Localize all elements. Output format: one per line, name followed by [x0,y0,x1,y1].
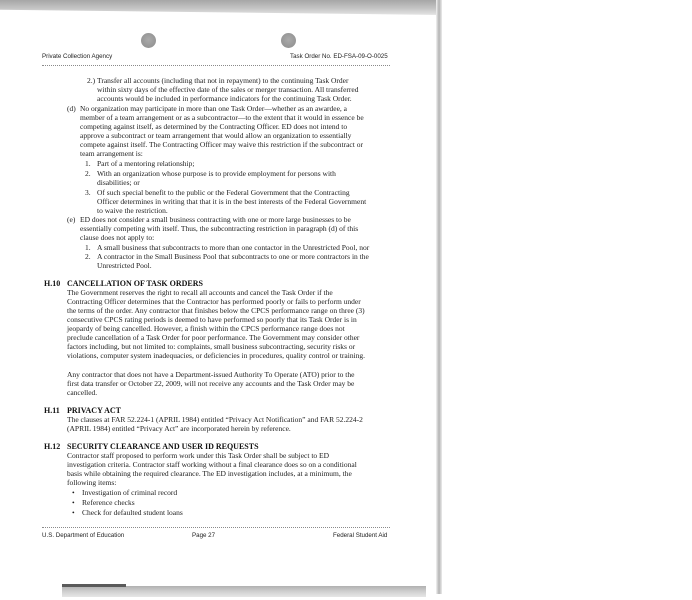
list-item [85,243,369,252]
text-line: preclude cancellation of a Task Order for poor performance. The Government may consider other [67,332,360,342]
punch-hole [141,33,156,48]
paragraph-marker: (e) [67,214,76,224]
scan-shadow-bottom [62,586,426,597]
text-line: No organization may participate in more than one Task Order—whether as an awardee, a [80,103,348,113]
text-line: Any contractor that does not have a Department-issued Authority To Operate (ATO) prior to the [67,369,355,379]
bullet-icon: • [72,487,75,497]
text-line: A small business that subcontracts to more than one contactor in the Unrestricted Pool, nor [97,242,370,252]
bullet-item [72,508,183,517]
text-line: essentially competing with itself. Thus, the subcontracting restriction in paragraph (d) of this [80,223,359,233]
section-title: PRIVACY ACT [67,405,122,415]
list-item [85,159,194,168]
section-paragraph [67,451,357,487]
text-line: first data transfer or October 22, 2009, will not receive any accounts and the Task Order may be [67,378,355,388]
text-line: team arrangement is: [80,148,143,158]
section-title: CANCELLATION OF TASK ORDERS [67,278,203,288]
scan-shadow-top [0,0,440,15]
list-item [85,169,336,187]
text-line: violations, computer system inadequacies, or deficiencies in procedures, quality control or training. [67,350,366,360]
text-line: Officer determines in writing that that it is in the best interests of the Federal Government [97,196,367,206]
text-line: Part of a mentoring relationship; [97,158,195,168]
list-item [85,188,366,215]
text-line: Of such special benefit to the public or the Federal Government that the Contracting [97,187,350,197]
list-marker: 2.) [87,75,96,85]
text-line: Reference checks [82,497,135,507]
paragraph-d [67,104,364,158]
text-line: factors including, but not limited to: complaints, small business subcontracting, security risks or [67,341,356,351]
text-line: Investigation of criminal record [82,487,178,497]
footer-rule [42,527,390,528]
bullet-item [72,488,177,497]
page-edge-shadow [436,0,442,594]
text-line: Check for defaulted student loans [82,507,183,517]
section-heading [44,405,122,415]
header-task-order-number: Task Order No. ED-FSA-09-O-0025 [290,53,388,60]
text-line: within sixty days of the effective date of the sales or merger transaction. All transferred [97,84,359,94]
text-line: (APRIL 1984) entitled “Privacy Act” are incorporated herein by reference. [67,423,291,433]
text-line: Contracting Officer determines that the Contractor has performed poorly or fails to perform under [67,296,361,306]
text-line: following items: [67,477,117,487]
section-heading [44,278,203,288]
list-marker: 3. [85,187,91,197]
text-line: approve a subcontract or team arrangement that would allow an organization to essentially [80,130,352,140]
section-heading [44,441,259,451]
text-line: Unrestricted Pool. [97,260,152,270]
text-line: ED does not consider a small business contracting with one or more large businesses to be [80,214,351,224]
text-line: to waive the restriction. [97,205,168,215]
list-marker: 1. [85,158,91,168]
text-line: consecutive CPCS rating periods is deemed to have performed so poorly that its Task Order is in [67,314,357,324]
footer-department: U.S. Department of Education [42,532,125,539]
section-paragraph [67,288,365,360]
text-line: clause does not apply to: [80,232,155,242]
header-rule [42,65,390,66]
bullet-icon: • [72,507,75,517]
text-line: Transfer all accounts (including that not in repayment) to the continuing Task Order [97,75,349,85]
text-line: competing against itself, as determined by the Contracting Officer. ED does not intend to [80,121,348,131]
text-line: accounts would be included in performance indicators for the continuing Task Order. [97,93,352,103]
section-paragraph [67,370,354,397]
text-line: Contractor staff proposed to perform work under this Task Order shall be subject to ED [67,450,330,460]
section-title: SECURITY CLEARANCE AND USER ID REQUESTS [67,441,259,451]
list-marker: 2. [85,168,91,178]
text-line: member of a team arrangement or as a subcontractor—to the extent that it would in essence be [80,112,364,122]
text-line: With an organization whose purpose is to provide employment for persons with [97,168,336,178]
list-marker: 2. [85,251,91,261]
text-line: A contractor in the Small Business Pool that subcontracts to one or more contractors in the [97,251,369,261]
footer-agency: Federal Student Aid [333,532,388,539]
paragraph-e [67,215,358,242]
section-number: H.11 [44,405,60,415]
scan-shadow-bottom-dark [62,584,126,587]
list-marker: 1. [85,242,91,252]
section-number: H.12 [44,441,61,451]
punch-hole [281,33,296,48]
text-line: The clauses at FAR 52.224-1 (APRIL 1984) entitled “Privacy Act Notification” and FAR 52.224-2 [67,414,363,424]
bullet-icon: • [72,497,75,507]
text-line: disabilities; or [97,177,140,187]
list-item [85,252,369,270]
header-organization: Private Collection Agency [42,53,113,60]
footer-page-number: Page 27 [192,532,216,539]
text-line: basis while obtaining the required clearance. The ED investigation includes, at a minimum, the [67,468,352,478]
bullet-item [72,498,135,507]
text-line: The Government reserves the right to recall all accounts and cancel the Task Order if the [67,287,333,297]
list-item-transfer [87,76,359,103]
section-paragraph [67,415,363,433]
text-line: jeopardy of being cancelled. However, a finish within the CPCS performance range does not [67,323,345,333]
section-number: H.10 [44,278,61,288]
paragraph-marker: (d) [67,103,76,113]
text-line: compete against itself. The Contracting Officer may waive this restriction if the subcontract or [80,139,363,149]
text-line: investigation criteria. Contractor staff working without a final clearance does so on a conditional [67,459,357,469]
text-line: the terms of the order. Any contractor that finishes below the CPCS performance range on three (3) [67,305,365,315]
text-line: cancelled. [67,387,98,397]
